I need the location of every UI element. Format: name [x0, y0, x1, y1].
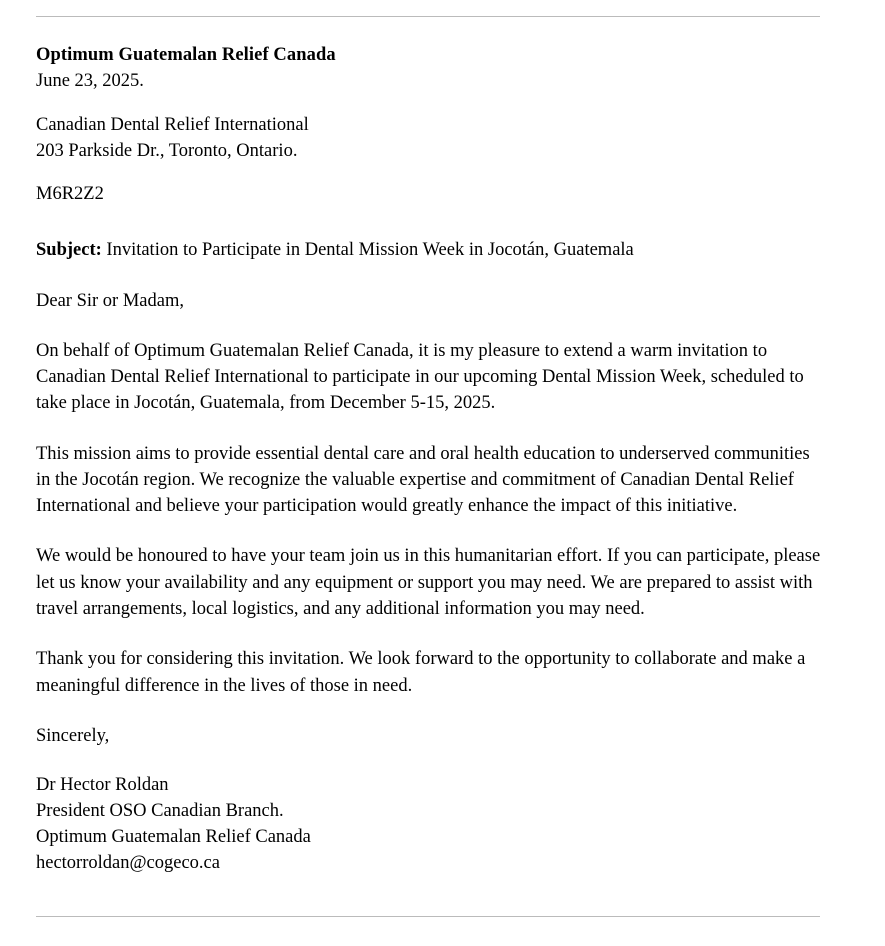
signature-block	[36, 773, 826, 877]
subject-text: Invitation to Participate in Dental Mission Week in Jocotán, Guatemala	[106, 240, 634, 261]
paragraph-2: This mission aims to provide essential dental care and oral health education to underserved communities in the Jocotán region. We recognize the valuable expertise and commitment of Canadian Dental Relief International and believe your participation would greatly enhance the impact of this initiative.	[36, 443, 810, 517]
closing: Sincerely,	[36, 725, 110, 746]
bottom-divider	[36, 916, 820, 917]
salutation: Dear Sir or Madam,	[36, 290, 184, 311]
signer-title: President OSO Canadian Branch.	[36, 800, 284, 821]
paragraph-1: On behalf of Optimum Guatemalan Relief Canada, it is my pleasure to extend a warm invitation to Canadian Dental Relief International to participate in our upcoming Dental Mission Week, scheduled to take place in Jocotán, Guatemala, from December 5-15, 2025.	[36, 340, 804, 414]
signer-email: hectorroldan@cogeco.ca	[36, 852, 220, 873]
spacer	[36, 95, 826, 112]
spacer	[36, 164, 826, 181]
spacer	[36, 314, 826, 338]
subject-line	[36, 237, 826, 263]
signer-organization: Optimum Guatemalan Relief Canada	[36, 826, 311, 847]
spacer	[36, 417, 826, 441]
letter-body	[36, 42, 826, 877]
signer-name: Dr Hector Roldan	[36, 775, 169, 796]
spacer	[36, 749, 826, 773]
subject-label: Subject:	[36, 240, 102, 261]
paragraph-4: Thank you for considering this invitation. We look forward to the opportunity to collaborate and make a meaningful difference in the lives of those in need.	[36, 649, 806, 696]
top-divider	[36, 16, 820, 17]
spacer	[36, 622, 826, 646]
spacer	[36, 519, 826, 543]
spacer	[36, 207, 826, 237]
letterhead-title: Optimum Guatemalan Relief Canada	[36, 45, 336, 65]
recipient-block	[36, 112, 826, 165]
recipient-organization: Canadian Dental Relief International	[36, 114, 309, 135]
spacer	[36, 699, 826, 723]
paragraph-3: We would be honoured to have your team join us in this humanitarian effort. If you can participate, please let us know your availability and any equipment or support you may need. We are prepared to assist with travel arrangements, local logistics, and any additional information you may need.	[36, 546, 821, 619]
spacer	[36, 264, 826, 288]
recipient-address: 203 Parkside Dr., Toronto, Ontario.	[36, 140, 298, 161]
letter-date: June 23, 2025.	[36, 71, 144, 92]
recipient-postal-code: M6R2Z2	[36, 184, 104, 205]
